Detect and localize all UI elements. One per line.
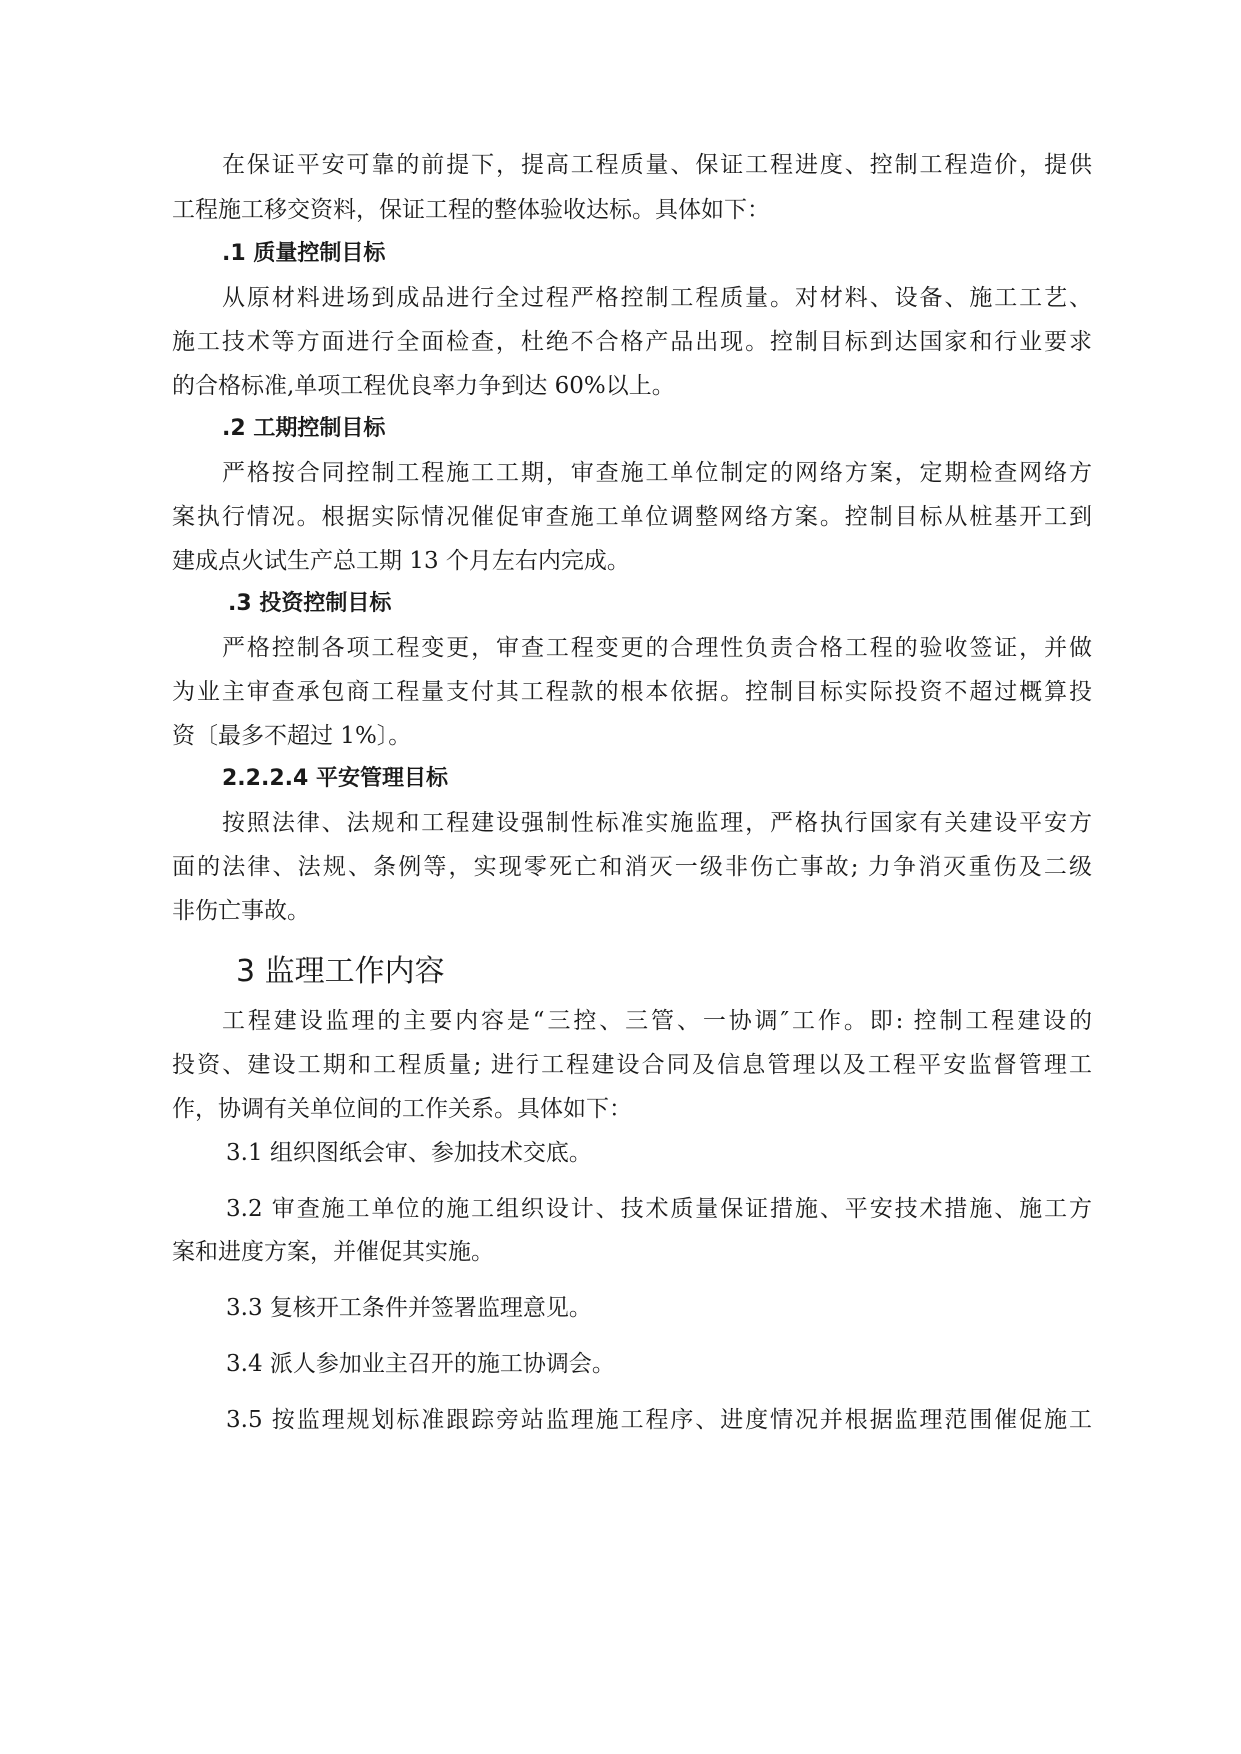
schedule-line-1: 严格按合同控制工程施工工期，审查施工单位制定的网络方案，定期检查网络方 [222, 460, 1092, 486]
safety-line-3: 非伤亡事故。 [172, 898, 310, 924]
chapter-line-3: 作，协调有关单位间的工作关系。具体如下： [172, 1096, 632, 1122]
chapter-line-2: 投资、建设工期和工程质量; 进行工程建设合同及信息管理以及工程平安监督管理工 [172, 1052, 1092, 1078]
safety-line-1: 按照法律、法规和工程建设强制性标准实施监理，严格执行国家有关建设平安方 [222, 810, 1092, 836]
investment-line-3: 资〔最多不超过 1%〕。 [172, 723, 412, 749]
heading-safety-target: 2.2.2.4 平安管理目标 [222, 766, 448, 791]
list-item-3-2-cont: 案和进度方案，并催促其实施。 [172, 1239, 494, 1265]
heading-investment-target: .3 投资控制目标 [228, 591, 392, 616]
intro-line-1: 在保证平安可靠的前提下，提高工程质量、保证工程进度、控制工程造价，提供 [222, 152, 1092, 178]
quality-line-1: 从原材料进场到成品进行全过程严格控制工程质量。对材料、设备、施工工艺、 [222, 285, 1092, 311]
heading-schedule-target: .2 工期控制目标 [222, 416, 386, 441]
chapter-title: 3 监理工作内容 [236, 954, 445, 989]
list-item-3-1: 3.1 组织图纸会审、参加技术交底。 [226, 1140, 592, 1166]
quality-line-3: 的合格标准,单项工程优良率力争到达 60%以上。 [172, 373, 675, 399]
investment-line-1: 严格控制各项工程变更，审查工程变更的合理性负责合格工程的验收签证，并做 [222, 635, 1092, 661]
list-item-3-4: 3.4 派人参加业主召开的施工协调会。 [226, 1351, 615, 1377]
investment-line-2: 为业主审查承包商工程量支付其工程款的根本依据。控制目标实际投资不超过概算投 [172, 679, 1092, 705]
intro-line-2: 工程施工移交资料，保证工程的整体验收达标。具体如下： [172, 197, 770, 223]
safety-line-2: 面的法律、法规、条例等，实现零死亡和消灭一级非伤亡事故; 力争消灭重伤及二级 [172, 854, 1092, 880]
quality-line-2: 施工技术等方面进行全面检查，杜绝不合格产品出现。控制目标到达国家和行业要求 [172, 329, 1092, 355]
list-item-3-3: 3.3 复核开工条件并签署监理意见。 [226, 1295, 592, 1321]
list-item-3-5: 3.5 按监理规划标准跟踪旁站监理施工程序、进度情况并根据监理范围催促施工 [226, 1407, 1092, 1433]
list-item-3-2: 3.2 审查施工单位的施工组织设计、技术质量保证措施、平安技术措施、施工方 [226, 1196, 1092, 1222]
heading-quality-target: .1 质量控制目标 [222, 241, 386, 266]
schedule-line-2: 案执行情况。根据实际情况催促审查施工单位调整网络方案。控制目标从桩基开工到 [172, 504, 1092, 530]
schedule-line-3: 建成点火试生产总工期 13 个月左右内完成。 [172, 548, 630, 574]
chapter-line-1: 工程建设监理的主要内容是“三控、三管、一协调″工作。即: 控制工程建设的 [222, 1008, 1092, 1034]
